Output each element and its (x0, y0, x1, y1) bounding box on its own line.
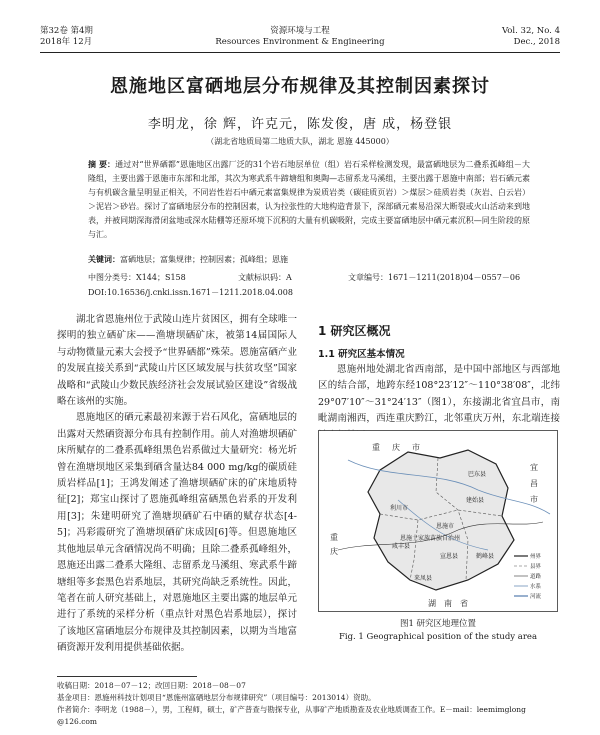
document-code: 文献标识码：A (238, 273, 292, 282)
map-label: 庆 (330, 547, 338, 556)
map-label: 宣恩县 (440, 553, 459, 560)
paper-title: 恩施地区富硒地层分布规律及其控制因素探讨 (110, 76, 490, 97)
map-label: 湖 (428, 599, 436, 608)
keywords-text: 富硒地层；富集规律；控制因素；孤峰组；恩施 (120, 255, 288, 264)
legend-entry: 道路 (530, 574, 542, 580)
left-column (57, 312, 297, 657)
figure-caption (318, 618, 558, 644)
author-bio: 作者简介：李明龙（1988－），男，工程师，硕士，矿产普查与勘探专业，从事矿产地质勘查及农业地质调查工作。E－mail：leemimglong (57, 705, 526, 714)
subsection-heading: 1.1 研究区基本情况 (318, 349, 405, 360)
section-heading: 1 研究区概况 (318, 324, 391, 338)
intro-paragraph: 湖北省恩施州位于武陵山连片贫困区，拥有全球唯一探明的独立硒矿床——渔塘坝硒矿床，被第14届国际人与动物微量元素大会授予“世界硒都”殊荣。恩施富硒产业的发展直接关系到“武陵山片区区域发展与扶贫攻坚”国家战略和“武陵山少数民族经济社会发展试验区建设”省级战略在该州的实施。 (57, 314, 297, 408)
figure-caption-en: Fig. 1 Geographical position of the study area (338, 632, 538, 642)
legend-entry: 县界 (530, 564, 542, 570)
header-center (40, 26, 560, 48)
study-area-map (318, 430, 558, 612)
map-label: 南 (444, 599, 452, 608)
header-rule (40, 52, 560, 53)
map-label: 昌 (530, 479, 538, 488)
map-label: 市 (412, 443, 420, 452)
intro-paragraph: 恩施地区的硒元素最初来源于岩石风化，富硒地层的出露对天然硒资源分布具有控制作用。前人对渔塘坝硒矿床所赋存的二叠系孤峰组黑色岩系做过大量研究：杨光圻曾在渔塘坝地区采集到硒含量达84 000 mg/kg的碳质硅质岩样品[1]；王鸿发阐述了渔塘坝硒矿床的矿床地质特征[2]；郑宝山探讨了恩施孤峰组富硒黑色岩系的开发利用[3]；朱建明研究了渔塘坝硒矿石中硒的赋存状态[4-5]；冯彩霞研究了渔塘坝硒矿床成因[6]等。但恩施地区其他地层单元含硒情况尚不明确；且除二叠系孤峰组外，恩施还出露二叠系大隆组、志留系龙马溪组、寒武系牛蹄塘组等多套黑色岩系地层，其研究尚缺乏系统性。因此，笔者在前人研究基础上，对恩施地区主要出露的地层单元进行了系统的采样分析（重点针对黑色岩系地层），探讨了该地区富硒地层分布规律及其控制因素，以期为当地富硒资源开发利用提供基础依据。 (57, 412, 297, 654)
map-label: 咸丰县 (392, 543, 411, 550)
legend-entry: 河流 (530, 594, 542, 600)
article-number: 文章编号：1671－1211(2018)04－0557－06 (348, 273, 521, 282)
doi: DOI:10.16536/j.cnki.issn.1671－1211.2018.04.008 (88, 288, 293, 297)
affiliation: （湖北省地质局第二地质大队，湖北 恩施 445000） (206, 137, 394, 146)
map-label: 省 (460, 599, 468, 608)
issue-date: 2018年 12月 (40, 37, 93, 47)
keywords (88, 254, 530, 265)
issue-date-en: Dec., 2018 (513, 37, 560, 47)
volume-issue: 第32卷 第4期 (40, 26, 93, 36)
keywords-label: 关键词： (88, 254, 120, 264)
abstract (88, 158, 530, 242)
abstract-text: 通过对“世界硒都”恩施地区出露厂泛的31个岩石地层单位（组）岩石采样检测发现，最富硒地层为二叠系孤峰组－大隆组，主要出露于恩施市东部和北部，其次为寒武系牛蹄塘组和奥陶—志留系龙马溪组，主要出露于恩施中南部；岩石硒元素与有机碳含量呈明显正相关，不同岩性岩石中硒元素富集规律为炭质岩类（碳硅质页岩）＞煤层＞硅质岩类（灰岩、白云岩）＞泥岩＞砂岩。探讨了富硒地层分布的控制因素，认为拉张性的大地构造背景下，深部硒元素易沿深大断裂或火山活动来到地表，并被同期深海滑闭盆地或深水陆棚等还原环境下沉积的大量有机碳吸附，完成主要富硒地层中硒元素沉积—同生阶段的原与汇。 (88, 160, 530, 239)
map-label: 宜 (530, 463, 538, 472)
map-label: 重 (372, 443, 380, 452)
map-label: 利川市 (390, 505, 409, 512)
study-area-paragraph: 恩施州地处湖北省西南部，是中国中部地区与西部地区的结合部，地跨东经108°23′12″～110°38′08″，北纬29°07′10″～31°24′13″（图1），东接湖北省宜昌市，南毗湖南湘西，西连重庆黔江，北邻重庆万州，东北端连接 (318, 364, 560, 425)
received-date: 收稿日期：2018－07－12；改回日期：2018－08－07 (57, 681, 246, 690)
author-email: @126.com (57, 717, 98, 726)
abstract-label: 摘 要： (88, 160, 116, 169)
volume-issue-en: Vol. 32, No. 4 (501, 26, 560, 36)
figure-caption-cn: 图1 研究区地理位置 (399, 619, 477, 629)
map-label: 恩施土家族苗族自治州 (400, 535, 461, 542)
map-label: 重 (330, 533, 338, 542)
journal-name-en: Resources Environment & Engineering (215, 37, 385, 47)
footnote-rule (57, 676, 197, 677)
map-label: 恩施市 (436, 523, 455, 530)
map-label: 庆 (392, 443, 400, 452)
legend-entry: 州界 (530, 554, 542, 560)
header-right (502, 26, 560, 48)
map-label: 巴东县 (468, 471, 487, 478)
map-label: 来凤县 (414, 575, 433, 582)
legend-entry: 水系 (530, 584, 542, 590)
journal-name-cn: 资源环境与工程 (270, 26, 330, 36)
author-list: 李明龙，徐 辉，许克元，陈发俊，唐 成，杨登银 (147, 117, 453, 132)
funding-note: 基金项目：恩施州科技计划项目“恩施州富硒地层分布规律研究”（项目编号：2013014）资助。 (57, 693, 376, 702)
clc-number: 中图分类号：X144；S158 (88, 273, 186, 282)
map-label: 建始县 (466, 497, 485, 504)
footnotes (57, 680, 560, 728)
map-label: 市 (530, 495, 538, 504)
map-label: 鹤峰县 (476, 553, 495, 560)
